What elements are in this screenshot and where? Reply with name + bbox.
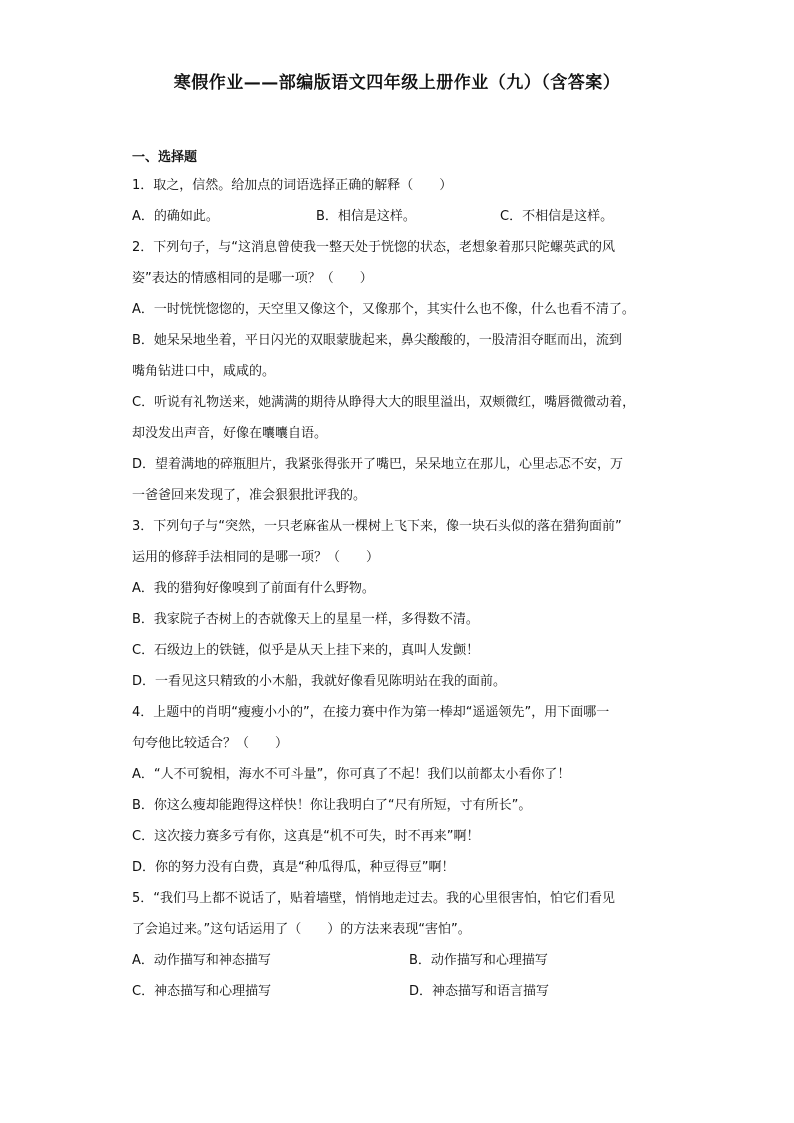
question-3-stem-line-2: 运用的修辞手法相同的是哪一项？（ ） [132,550,380,565]
question-3-stem-line-1: 3．下列句子与“突然，一只老麻雀从一棵树上飞下来，像一块石头似的落在猎狗面前” [132,519,622,534]
question-4-stem-line-1: 4．上题中的肖明“瘦瘦小小的”，在接力赛中作为第一棒却“遥遥领先”，用下面哪一 [132,705,610,720]
q3-option-c: C．石级边上的铁链，似乎是从天上挂下来的，真叫人发颤！ [132,643,480,658]
q4-option-b: B．你这么瘦却能跑得这样快！你让我明白了“尺有所短，寸有所长”。 [132,798,532,813]
question-5-stem-line-1: 5．“我们马上都不说话了，贴着墙壁，悄悄地走过去。我的心里很害怕，怕它们看见 [132,891,616,906]
q2-option-c-line-2: 却没发出声音，好像在囔囔自语。 [132,426,328,441]
q4-option-d: D．你的努力没有白费，真是“种瓜得瓜，种豆得豆”啊！ [132,860,455,875]
question-4-stem-line-2: 句夸他比较适合？（ ） [132,736,289,751]
q1-option-b: B．相信是这样。 [316,209,416,224]
q1-option-c: C．不相信是这样。 [500,209,614,224]
q3-option-b: B．我家院子杏树上的杏就像天上的星星一样，多得数不清。 [132,612,479,627]
q2-option-d-line-1: D．望着满地的碎瓶胆片，我紧张得张开了嘴巴，呆呆地立在那儿，心里忐忑不安，万 [132,457,624,472]
question-1-stem: 1．取之，信然。给加点的词语选择正确的解释（ ） [132,178,453,193]
q4-option-c: C．这次接力赛多亏有你，这真是“机不可失，时不再来”啊！ [132,829,480,844]
question-5-options-row-1 [132,945,672,976]
section-heading: 一、选择题 [132,150,198,165]
q1-option-a: A．的确如此。 [132,209,219,224]
q3-option-a: A．我的猎狗好像嗅到了前面有什么野物。 [132,581,375,596]
q5-option-d: D．神态描写和语言描写 [409,984,550,999]
q2-option-b-line-2: 嘴角钻进口中，咸咸的。 [132,364,276,379]
q5-option-b: B．动作描写和心理描写 [409,953,548,968]
question-2-stem-line-2: 姿”表达的情感相同的是哪一项？（ ） [132,271,373,286]
question-2-stem-line-1: 2．下列句子，与“这消息曾使我一整天处于恍惚的状态，老想象着那只陀螺英武的风 [132,240,616,255]
q4-option-a: A．“人不可貌相，海水不可斗量”，你可真了不起！我们以前都太小看你了！ [132,767,571,782]
q2-option-b-line-1: B．她呆呆地坐着，平日闪光的双眼蒙胧起来，鼻尖酸酸的，一股清泪夺眶而出，流到 [132,333,622,348]
question-5-options-row-2 [132,976,672,1007]
q2-option-d-line-2: 一爸爸回来发现了，准会狠狠批评我的。 [132,488,367,503]
q2-option-c-line-1: C．听说有礼物送来，她满满的期待从睁得大大的眼里溢出，双颊微红，嘴唇微微动着， [132,395,636,410]
question-1-options [132,201,672,232]
q2-option-a: A．一时恍恍惚惚的，天空里又像这个，又像那个，其实什么也不像，什么也看不清了。 [132,302,635,317]
q3-option-d: D．一看见这只精致的小木船，我就好像看见陈明站在我的面前。 [132,674,507,689]
q5-option-c: C．神态描写和心理描写 [132,984,272,999]
q5-option-a: A．动作描写和神态描写 [132,953,271,968]
document-title: 寒假作业——部编版语文四年级上册作业（九）（含答案） [173,73,621,93]
question-content [132,146,672,1007]
question-5-stem-line-2: 了会追过来。”这句话运用了（ ）的方法来表现“害怕”。 [132,922,471,937]
